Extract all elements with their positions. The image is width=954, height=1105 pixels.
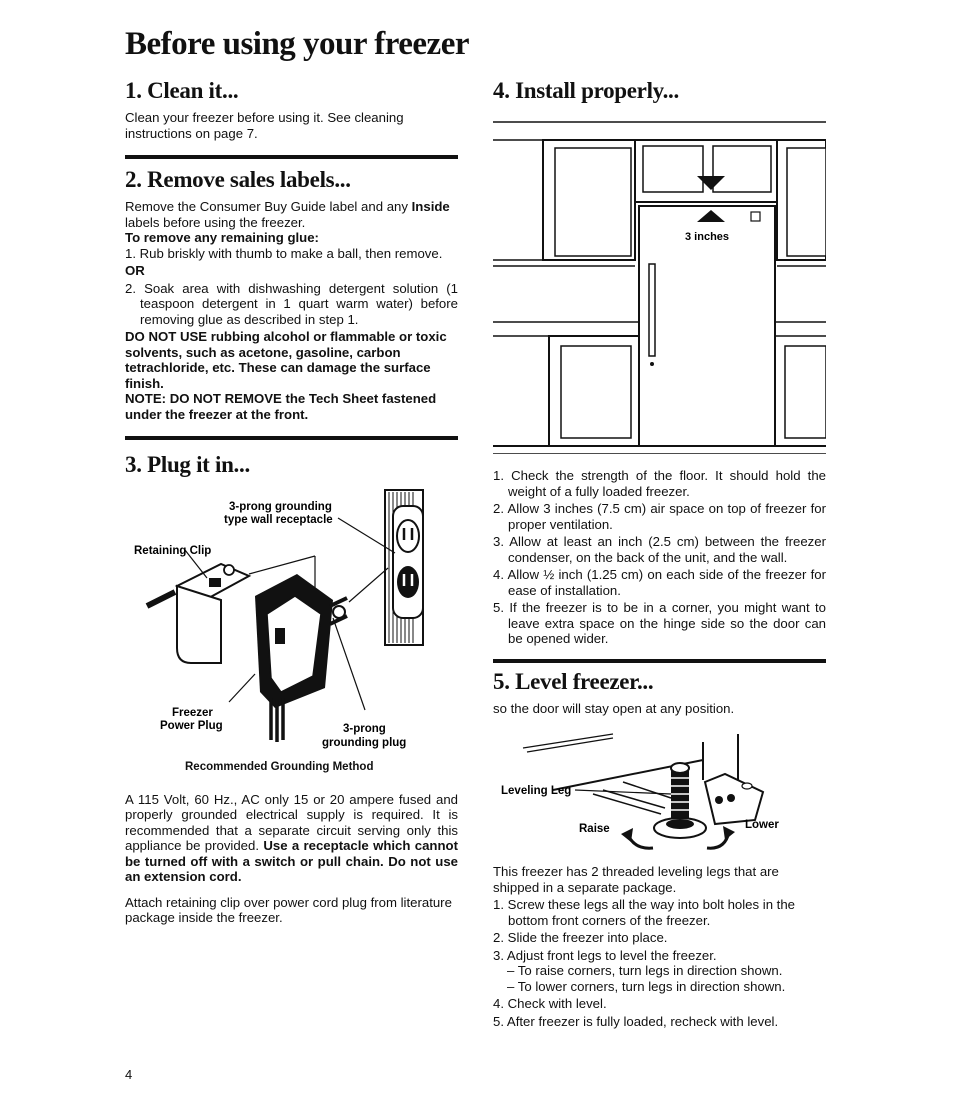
label-raise: Raise — [579, 823, 610, 835]
left-column — [125, 78, 458, 926]
remove-warning: DO NOT USE rubbing alcohol or flammable or toxic solvents, such as acetone, gasoline, carbon tetrachloride, etc. These can damage the surface finish. — [125, 329, 447, 391]
clean-heading: 1. Clean it... — [125, 78, 239, 103]
remove-intro-bold: Inside — [411, 199, 450, 214]
label-three-inches: 3 inches — [685, 231, 730, 243]
label-freezer-plug-line-1: Freezer — [172, 707, 213, 719]
remove-step-1: 1. Rub briskly with thumb to make a ball, then remove. — [125, 245, 443, 261]
remove-heading: 2. Remove sales labels... — [125, 167, 351, 192]
label-prong-line-1: 3-prong — [343, 723, 386, 735]
level-intro: so the door will stay open at any position. — [493, 700, 735, 716]
remove-or: OR — [125, 263, 145, 278]
page-title: Before using your freezer — [125, 26, 469, 62]
install-step-1: 1. Check the strength of the floor. It should hold the weight of a fully loaded freezer. — [493, 468, 826, 499]
grounding-diagram — [125, 478, 458, 760]
remove-note: NOTE: DO NOT REMOVE the Tech Sheet fastened under the freezer at the front. — [125, 391, 437, 422]
installation-diagram — [493, 114, 826, 454]
section-plug-in — [125, 452, 458, 926]
clean-text: Clean your freezer before using it. See cleaning instructions on page 7. — [125, 110, 404, 141]
section-divider — [493, 659, 826, 663]
wall-receptacle-drawing — [385, 490, 423, 645]
level-substep-raise: – To raise corners, turn legs in direction shown. — [507, 963, 783, 978]
install-step-4: 4. Allow ½ inch (1.25 cm) on each side of the freezer for ease of installation. — [493, 567, 826, 598]
section-install — [493, 78, 826, 647]
install-step-2: 2. Allow 3 inches (7.5 cm) air space on top of freezer for proper ventilation. — [493, 501, 826, 532]
remove-step-2: 2. Soak area with dishwashing detergent solution (1 teaspoon detergent in 1 quart warm water) before removing glue as described in step 1. — [125, 280, 458, 327]
install-step-5: 5. If the freezer is to be in a corner, you might want to leave extra space on the hinge side so the door can be opened wider. — [493, 600, 826, 646]
section-divider — [125, 436, 458, 440]
label-receptacle-line-1: 3-prong grounding — [229, 501, 332, 513]
level-step-5: 5. After freezer is fully loaded, recheck with level. — [493, 1013, 779, 1029]
install-step-3: 3. Allow at least an inch (2.5 cm) between the freezer condenser, on the back of the unit, and the wall. — [493, 534, 826, 565]
section-clean — [125, 78, 458, 141]
page-number: 4 — [125, 1067, 133, 1082]
label-receptacle-line-2: type wall receptacle — [224, 514, 333, 526]
label-lower: Lower — [745, 819, 779, 831]
right-column — [493, 78, 826, 1029]
remove-intro-b: labels before using the freezer. — [125, 214, 306, 230]
level-step-1: 1. Screw these legs all the way into bolt holes in the bottom front corners of the freezer. — [493, 897, 796, 928]
plug-paragraph-bold: Use a receptacle which cannot be turned off with a switch or pull chain. Do not use an extension cord. — [125, 838, 458, 884]
plug-paragraph — [125, 792, 458, 885]
label-retaining-clip: Retaining Clip — [134, 545, 212, 557]
label-freezer-plug-line-2: Power Plug — [160, 720, 223, 732]
plug-paragraph-a: A 115 Volt, 60 Hz., AC only 15 or 20 ampere fused and properly grounded electrical supply is required. It is recommended that a separate circuit serving only this appliance be provided. — [125, 791, 458, 853]
label-prong-line-2: grounding plug — [322, 737, 407, 749]
level-step-4: 4. Check with level. — [493, 996, 607, 1011]
install-heading: 4. Install properly... — [493, 78, 679, 103]
glue-heading: To remove any remaining glue: — [125, 230, 319, 245]
level-step-2: 2. Slide the freezer into place. — [493, 930, 668, 945]
level-paragraph: This freezer has 2 threaded leveling legs that are shipped in a separate package. — [493, 864, 779, 895]
plug-paragraph-2: Attach retaining clip over power cord plug from literature package inside the freezer. — [125, 894, 452, 925]
section-divider — [125, 155, 458, 159]
level-substep-lower: – To lower corners, turn legs in direction shown. — [507, 978, 786, 994]
level-step-3: 3. Adjust front legs to level the freezer. — [493, 947, 717, 963]
remove-intro-a: Remove the Consumer Buy Guide label and any — [125, 199, 408, 214]
section-remove-labels — [125, 167, 458, 422]
grounding-caption: Recommended Grounding Method — [185, 761, 374, 773]
level-heading: 5. Level freezer... — [493, 668, 654, 694]
plug-heading: 3. Plug it in... — [125, 452, 250, 477]
power-plug-drawing — [255, 574, 347, 742]
label-leveling-leg: Leveling Leg — [501, 785, 572, 797]
leveling-diagram — [493, 720, 826, 860]
remove-intro — [125, 199, 458, 230]
section-level — [493, 669, 826, 1030]
